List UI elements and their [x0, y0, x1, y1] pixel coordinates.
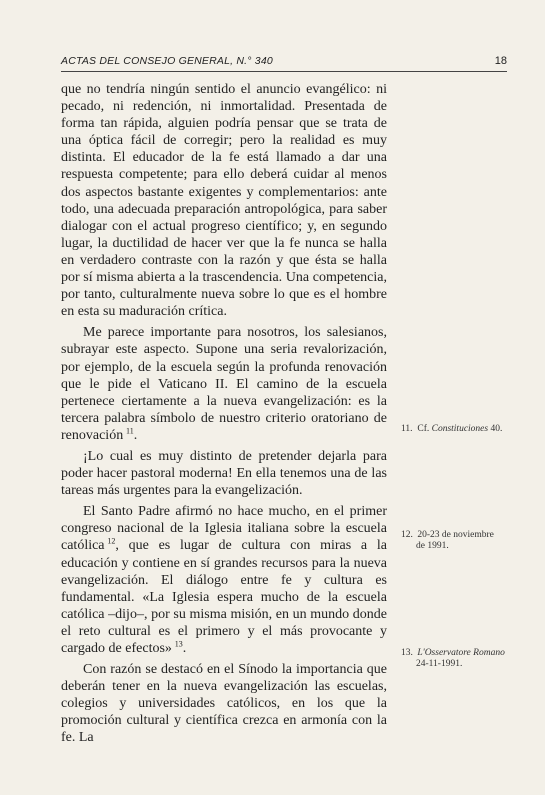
main-text	[61, 81, 387, 747]
paragraph-2-end: .	[133, 427, 138, 443]
note-text: 20-23 de noviembre	[417, 530, 494, 540]
note-italic: Constituciones	[431, 424, 489, 434]
note-number: 12.	[401, 530, 413, 540]
note-italic: L'Osservatore Romano	[417, 648, 505, 658]
footnote-ref-11: 11	[126, 426, 134, 436]
paragraph-3: ¡Lo cual es muy distinto de pretender dejarla para poder hacer pastoral moderna! En ella tenemos una de las tareas más urgentes para la evangelización.	[61, 448, 387, 499]
margin-note-13	[401, 648, 511, 670]
note-number: 13.	[401, 648, 413, 658]
paragraph-4-end: .	[182, 641, 187, 656]
running-header	[61, 55, 507, 72]
paragraph-4-text-a: El Santo Padre afirmó no hace mucho, en el primer congreso nacional de la Iglesia italiana sobre la escuela católica	[61, 504, 387, 554]
paragraph-5: Con razón se destacó en el Sínodo la importancia que deberán tener en la nueva evangelización las escuelas, colegios y universidades católicos, en los que la promoción cultural y científica crezca en armonía con la fe. La	[61, 662, 387, 746]
page-number: 18	[494, 55, 507, 67]
note-rest: 40.	[488, 424, 503, 434]
header-title: ACTAS DEL CONSEJO GENERAL, N.° 340	[61, 55, 273, 67]
paragraph-1: que no tendría ningún sentido el anuncio evangélico: ni pecado, ni redención, ni inmortalidad. Presentada de forma tan rápida, alguien podría pensar que se trata de una óptica fácil de corregir; pero la realidad es muy distinta. El educador de la fe está llamado a dar una respuesta competente; para ello deberá cuidar al menos dos aspectos bastante exigentes y complementarios: ante todo, una adecuada preparación antropológica, para saber dialogar con el actual progreso científico; y, en segundo lugar, la ductilidad de hacer ver que la fe nunca se halla en verdadero contraste con la razón y que ésta se halla por sí misma abierta a la trascendencia. Una competencia, por tanto, culturalmente nueva sobre lo que es el hombre en esta su maduración crítica.	[61, 82, 387, 320]
margin-note-11	[401, 424, 511, 435]
paragraph-2-text: Me parece importante para nosotros, los salesianos, subrayar este aspecto. Supone una seria revalorización, por ejemplo, de la escuela según la profunda renovación que le pide el Vaticano II. El camino de la escuela pertenece ciertamente a la nueva evangelización: es la tercera palabra símbolo de nuestro criterio oratoriano de renovación	[61, 325, 387, 443]
margin-note-12	[401, 530, 511, 552]
footnote-ref-13: 13	[174, 639, 183, 649]
note-number: 11.	[401, 424, 413, 434]
note-text-cont: 24-11-1991.	[416, 659, 463, 669]
paragraph-4-text-b: , que es lugar de cultura con miras a la educación y contiene en sí grandes recursos para la nueva evangelización. El diálogo entre fe y cultura es fundamental. «La Iglesia espera mucho de la escuela católica –dijo–, por su misma misión, en un mundo donde el reto cultural es el primero y el más provocante y cargado de efectos»	[61, 538, 387, 656]
paragraph-4	[61, 503, 387, 657]
footnote-ref-12: 12	[107, 536, 116, 546]
note-text-cont: de 1991.	[416, 541, 449, 551]
note-label: Cf.	[417, 424, 430, 434]
paragraph-2	[61, 324, 387, 444]
